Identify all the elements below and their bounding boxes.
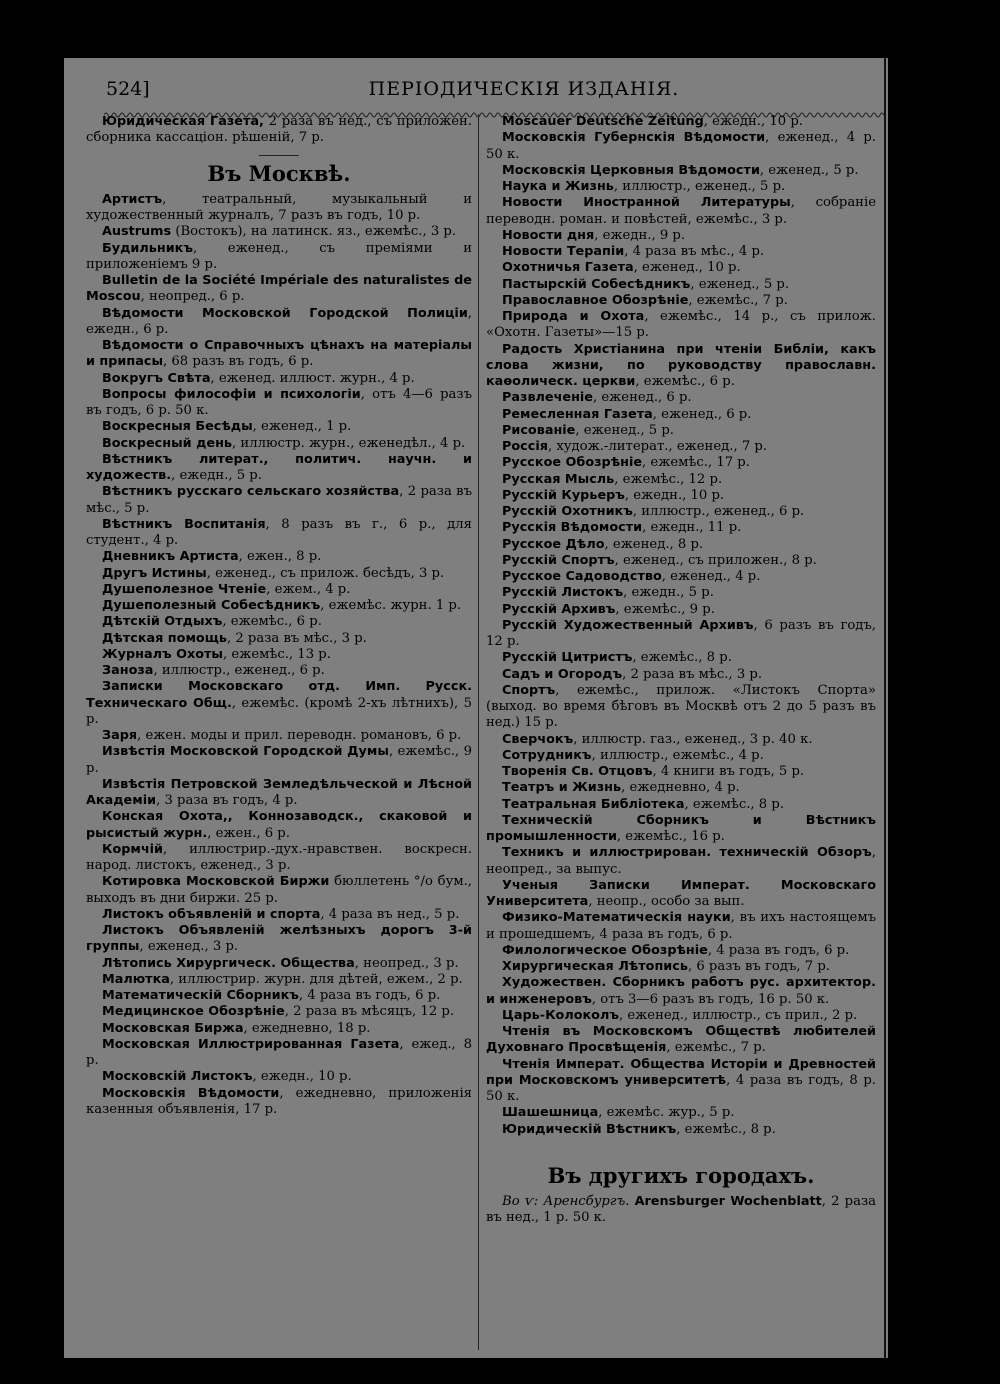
entry (486, 342, 876, 391)
entry-list-moscow-continued (486, 114, 876, 1138)
entry (486, 277, 876, 293)
entry-details: , еженед. иллюст. журн., 4 р. (210, 370, 415, 386)
entry-details: , ежен., 8 р. (238, 549, 322, 565)
entry (486, 488, 876, 504)
entry-title: Кормчій (102, 841, 164, 857)
entry-title: Листокъ Объявленій желѣзныхъ дорогъ 3-й группы (86, 923, 472, 955)
entry-details: , отъ 4—6 разъ въ годъ, 6 р. 50 к. (86, 386, 473, 418)
entry-title: Русскій Листокъ (502, 585, 624, 601)
entry-title: Московскія Вѣдомости (102, 1085, 280, 1101)
entry-title: Русскій Цитристъ (502, 650, 633, 666)
entry-details: , ежемѣс., 16 р. (616, 829, 725, 844)
section-title-other-cities: Въ другихъ городахъ. (547, 1162, 815, 1188)
entry-title: Русская Мысль (502, 471, 615, 487)
entry (86, 842, 472, 875)
entry-details: (Востокъ), на латинск. яз., ежемѣс., 3 р. (171, 224, 457, 240)
entry (486, 797, 876, 813)
entry (486, 163, 876, 179)
entry (86, 484, 472, 517)
entry-title: Царь-Колоколъ (502, 1007, 619, 1023)
entry (486, 390, 876, 406)
entry-title: Рисованіе (502, 422, 576, 438)
entry (86, 614, 472, 630)
entry-title: Дѣтская помощь (102, 630, 227, 646)
entry (86, 338, 472, 371)
entry (86, 1021, 472, 1037)
entry-details: , 6 разъ въ годъ, 7 р. (687, 959, 830, 974)
entry-details: 2 раза въ нед., съ приложен. сборника кассаціон. рѣшеній, 7 р. (86, 114, 472, 146)
entry (86, 549, 472, 565)
entry-title: Ученыя Записки Императ. Московскаго Университета (486, 877, 876, 909)
entry (486, 455, 876, 471)
entry (86, 956, 472, 972)
entry-title: Артистъ (102, 191, 163, 207)
entry (86, 582, 472, 598)
page-sheet (64, 58, 888, 1358)
entry-title: Русское Обозрѣніе (502, 455, 643, 471)
entry (486, 195, 876, 228)
entry-title: Записки Московскаго отд. Имп. Русск. Техническаго Общ. (86, 679, 472, 711)
entry-title: Техникъ и иллюстрирован. техническій Обзоръ (502, 845, 872, 861)
entry-details: , еженед., иллюстр., съ прил., 2 р. (618, 1007, 858, 1023)
entry-title: Извѣстія Московской Городской Думы (102, 744, 389, 760)
entry (486, 260, 876, 276)
entry (486, 975, 876, 1008)
entry-title: Юридическій Вѣстникъ (502, 1121, 677, 1137)
entry-title: Сотрудникъ (502, 747, 592, 763)
entry-details: , иллюстр., еженед., 5 р. (613, 179, 786, 194)
entry-title: Чтенія Императ. Общества Исторіи и Древностей при Московскомъ университетѣ (486, 1056, 876, 1088)
entry (486, 1057, 876, 1106)
entry-title: Чтенія въ Московскомъ Обществѣ любителей Духовнаго Просвѣщенія (486, 1024, 876, 1056)
entry-title: Русское Дѣло (502, 536, 605, 552)
entry-details: , ежедн., 5 р. (171, 468, 262, 483)
running-title: ПЕРІОДИЧЕСКІЯ ИЗДАНІЯ. (368, 78, 680, 100)
entry (86, 874, 472, 907)
entry (86, 777, 472, 810)
entry-title: Вокругъ Свѣта (102, 370, 211, 386)
entry-title: Austrums (102, 224, 172, 240)
entry-title: Русскій Художественный Архивъ (502, 617, 754, 633)
entry (86, 241, 472, 274)
entry-title: Русскій Курьеръ (502, 487, 625, 503)
entry (86, 923, 472, 956)
entry (486, 959, 876, 975)
entry-details: , неопред., за выпус. (486, 845, 876, 877)
entry-details: , ежедн., 5 р. (623, 585, 714, 601)
entry-details: , ежен. моды и прил. переводн. романовъ, 6 р. (137, 728, 462, 743)
entry-title: Творенія Св. Отцовъ (502, 764, 653, 779)
entry (486, 943, 876, 959)
entry-title: Дѣтскій Отдыхъ (102, 614, 223, 630)
entry-details: , 6 разъ въ годъ, 12 р. (486, 617, 876, 649)
entry-details: , ежемѣс., 6 р. (635, 374, 735, 389)
entry-details: , 2 раза въ мѣсяцъ, 12 р. (284, 1004, 455, 1020)
entry-details: , ежемѣс. (кромѣ 2-хъ лѣтнихъ), 5 р. (86, 695, 472, 727)
entry-title: Заноза (102, 663, 154, 678)
entry-details: , ежемѣс., 7 р. (688, 292, 788, 308)
entry-title: Садъ и Огородъ (502, 666, 623, 682)
entry (486, 244, 876, 260)
entry (486, 569, 876, 585)
entry-title: Русскій Архивъ (502, 601, 616, 617)
entry-title: Московская Иллюстрированная Газета (102, 1036, 400, 1052)
entry (486, 537, 876, 553)
entry-details: , иллюстрир.-дух.-нравствен. воскресн. народ. листокъ, еженед., 3 р. (86, 841, 472, 873)
entry-details: , ежемѣс. журн. 1 р. (320, 598, 462, 613)
entry-title: Душеполезное Чтеніе (102, 581, 267, 597)
entry-details: , ежемѣс. жур., 5 р. (598, 1105, 735, 1121)
entry (86, 419, 472, 435)
entry-title: Ремесленная Газета (502, 406, 653, 422)
entry (86, 598, 472, 614)
entry-title: Лѣтопись Хирургическ. Общества (102, 955, 355, 971)
entry-details: , ежен., 6 р. (207, 825, 290, 841)
entry-title: Русскій Спортъ (502, 552, 615, 568)
entry (486, 602, 876, 618)
entry-details: , еженед., 5 р. (759, 162, 859, 178)
entry-title: Вѣстникъ русскаго сельскаго хозяйства (102, 484, 400, 500)
entry-title: Природа и Охота (502, 309, 645, 324)
entry-details: , иллюстр., еженед., 6 р. (153, 663, 325, 678)
entry (86, 452, 472, 485)
entry-title: Россія (502, 439, 548, 454)
entry-title: Сверчокъ (502, 731, 574, 747)
entry-title: Физико-Математическія науки (502, 910, 731, 926)
entry (486, 1122, 876, 1138)
entry (86, 809, 472, 842)
entry-title: Новости Терапіи (502, 244, 625, 259)
entry-details: , еженед., съ приложен., 8 р. (614, 552, 817, 568)
entry-title: Воскресный день (102, 435, 233, 451)
entry-details: , иллюстр. газ., еженед., 3 р. 40 к. (573, 731, 813, 747)
entry (486, 130, 876, 163)
entry-details: , еженед., 4 р. (661, 569, 761, 584)
entry-title: Новости дня (502, 227, 595, 243)
entry-details: , ежемѣс., 6 р. (222, 614, 322, 630)
entry-title: Московскія Церковныя Вѣдомости (502, 162, 760, 178)
entry-title: Шашешница (502, 1105, 599, 1121)
entry-place: Во ѵ: Аренсбургъ. (502, 1194, 635, 1209)
entry (86, 1037, 472, 1070)
entry (486, 683, 876, 732)
entry-details: , неопред., 6 р. (140, 289, 245, 305)
entry-details: , ежедневно, 18 р. (243, 1020, 371, 1036)
entry-details: , иллюстр., еженед., 6 р. (632, 504, 805, 519)
entry-title: Дневникъ Артиста (102, 549, 239, 565)
entry-details: , еженед., 5 р. (690, 276, 790, 292)
entry-title: Новости Иностранной Литературы (502, 195, 791, 211)
entry (486, 618, 876, 651)
entry (486, 309, 876, 342)
entry-title: Вѣстникъ Воспитанія (102, 516, 266, 532)
entry-details: , собраніе переводн. роман. и повѣстей, ежемѣс., 3 р. (486, 195, 876, 227)
entry-title: Пастырскій Собесѣдникъ (502, 276, 691, 292)
entry (486, 813, 876, 846)
entry-details: , 68 разъ въ годъ, 6 р. (163, 354, 314, 370)
entry (86, 387, 472, 420)
entry-title: Будильникъ (102, 240, 193, 256)
entry (486, 114, 876, 130)
entry-details: , ежемѣс., прилож. «Листокъ Спорта» (выход. во время бѣговъ въ Москвѣ отъ 2 до 5 разъ въ нед.) 15 р. (486, 682, 876, 731)
right-column (486, 114, 876, 1227)
entry-title: Конская Охота,, Коннозаводск., скаковой и рысистый журн. (86, 809, 472, 841)
entry-title: Малютка (102, 971, 170, 987)
entry (86, 273, 472, 306)
entry (486, 439, 876, 455)
entry (86, 306, 472, 339)
entry-details: , ежедневно, 4 р. (621, 780, 740, 796)
left-column (86, 114, 472, 1118)
entry-details: , ежедн., 10 р. (703, 114, 803, 129)
entry-title: Театръ и Жизнь (502, 780, 622, 796)
entry-list-other-cities (486, 1194, 876, 1227)
entry (486, 650, 876, 666)
entry-details: , еженед., 6 р. (592, 390, 692, 406)
entry-title: Котировка Московской Биржи (102, 874, 330, 890)
entry (486, 1194, 876, 1227)
entry-details: , ежемѣс., 13 р. (223, 646, 331, 662)
entry-title: Медицинское Обозрѣніе (102, 1004, 285, 1020)
entry-details: , ежемѣс., 17 р. (642, 455, 750, 471)
entry-details: , ежем., 4 р. (266, 581, 351, 597)
entry (486, 423, 876, 439)
entry-details: , еженед., съ прилож. бесѣдъ, 3 р. (206, 565, 445, 581)
entry (86, 114, 472, 147)
entry-title: Arensburger Wochenblatt (634, 1194, 822, 1209)
entry-details: , неопред., 3 р. (354, 955, 459, 971)
entry-title: Православное Обозрѣніе (502, 292, 689, 308)
entry-details: , ежемѣс., 8 р. (684, 796, 785, 812)
entry-title: Заря (102, 728, 138, 743)
entry-details: , ежемѣс., 8 р. (632, 650, 732, 666)
entry (486, 732, 876, 748)
page-number: 524] (106, 78, 150, 100)
entry (486, 179, 876, 195)
entry (486, 1105, 876, 1121)
entry-details: , ежемѣс., 9 р. (86, 744, 472, 776)
entry-details: , въ ихъ настоящемъ и прошедшемъ, 4 раза въ годъ, 6 р. (486, 910, 876, 942)
entry (86, 566, 472, 582)
entry (86, 744, 472, 777)
entry-details: , 4 раза въ годъ, 6 р. (298, 988, 441, 1003)
entry-details: , ежедневно, приложенія казенныя объявленія, 17 р. (86, 1085, 472, 1117)
entry-title: Извѣстія Петровской Земледѣльческой и Лѣсной Академіи (86, 776, 472, 808)
entry-title: Охотничья Газета (502, 260, 634, 276)
entry (486, 520, 876, 536)
entry (486, 764, 876, 780)
entry-title: Русскія Вѣдомости (502, 520, 643, 536)
entry-title: Математическій Сборникъ (102, 988, 299, 1003)
entry-title: Художествен. Сборникъ работъ рус. архитектор. и инженеровъ (486, 975, 876, 1007)
entry (86, 436, 472, 452)
entry (86, 371, 472, 387)
entry (486, 878, 876, 911)
entry-title: Вѣдомости Московской Городской Полиціи (102, 305, 468, 321)
entry (486, 748, 876, 764)
entry-details: , 8 разъ въ г., 6 р., для студент., 4 р. (86, 516, 473, 548)
entry-title: Moscauer Deutsche Zeitung (502, 114, 704, 129)
entry-details: , ежедн., 10 р. (624, 487, 725, 503)
entry-title: Московскія Губернскія Вѣдомости (502, 130, 766, 146)
entry (86, 728, 472, 744)
entry-details: бюллетень °/о бум., выходъ въ дни биржи. 25 р. (86, 874, 472, 906)
entry (486, 910, 876, 943)
entry (486, 667, 876, 683)
entry-title: Хирургическая Лѣтопись (502, 959, 688, 974)
entry-details: , 2 раза въ мѣс., 3 р. (226, 630, 367, 646)
entry-title: Филологическое Обозрѣніе (502, 942, 708, 958)
entry-details: , иллюстр. журн., еженедѣл., 4 р. (232, 435, 466, 451)
entry (486, 780, 876, 796)
entry-details: , ежед., 8 р. (86, 1036, 472, 1068)
entry-details: , еженед., 10 р. (633, 260, 741, 276)
entry-details: , еженед., 1 р. (252, 419, 352, 435)
entry-details: , театральный, музыкальный и художественный журналъ, 7 разъ въ годъ, 10 р. (86, 191, 472, 223)
entry-title: Театральная Библіотека (502, 796, 685, 812)
entry (86, 224, 472, 240)
entry-title: Воскресныя Бесѣды (102, 419, 253, 435)
entry-title: Развлеченіе (502, 390, 593, 406)
entry-title: Душеполезный Собесѣдникъ (102, 598, 321, 613)
entry-details: , ежемѣс., 7 р. (666, 1040, 766, 1056)
entry-title: Техническій Сборникъ и Вѣстникъ промышленности (486, 812, 876, 844)
entry (86, 1004, 472, 1020)
entry-title: Вѣстникъ литерат., политич. научн. и художеств. (86, 451, 472, 483)
entry-title: Вопросы философіи и психологіи (102, 386, 361, 402)
entries-continued (86, 114, 472, 147)
entry (86, 1069, 472, 1085)
entry-details: , ежедн., 9 р. (594, 227, 686, 243)
page-border (884, 58, 886, 1358)
entry-details: , неопр., особо за вып. (588, 894, 745, 909)
entry (486, 845, 876, 878)
entry-details: , ежедн., 11 р. (642, 520, 742, 536)
entry-title: Радость Христіанина при чтеніи Библіи, какъ слова жизни, по руководству православн. каѳолическ. церкви (486, 341, 876, 389)
entry (486, 472, 876, 488)
entry-details: , еженед., 3 р. (139, 939, 239, 955)
entry (486, 585, 876, 601)
entry-details: , ежемѣс., 14 р., съ прилож. «Охотн. Газеты»—15 р. (486, 309, 876, 341)
entry (486, 293, 876, 309)
entry-details: , 3 раза въ годъ, 4 р. (156, 793, 298, 808)
entry-title: Наука и Жизнь (502, 179, 614, 194)
entry (86, 647, 472, 663)
entry-title: Bulletin de la Société Impériale des naturalistes de Moscou (86, 273, 472, 305)
entry-details: , еженед., съ преміями и приложеніемъ 9 р. (86, 240, 472, 272)
entry (86, 517, 472, 550)
entry-details: , ежемѣс., 12 р. (614, 471, 723, 487)
entry (86, 907, 472, 923)
entry-details: , 4 раза въ нед., 5 р. (320, 906, 460, 922)
entry (86, 192, 472, 225)
entry-details: , иллюстр., ежемѣс., 4 р. (591, 747, 764, 763)
entry (86, 631, 472, 647)
entry-title: Московскій Листокъ (102, 1069, 253, 1085)
short-rule (259, 155, 299, 156)
entry (486, 407, 876, 423)
entry (486, 1024, 876, 1057)
entry-details: , отъ 3—6 разъ въ годъ, 16 р. 50 к. (591, 991, 830, 1007)
entry-details: , 2 раза въ нед., 1 р. 50 к. (486, 1194, 876, 1226)
entry-title: Русское Садоводство (502, 569, 662, 584)
entry-details: , ежедн., 6 р. (86, 305, 472, 337)
section-title-moscow: Въ Москвѣ. (207, 160, 351, 186)
entry-list-moscow (86, 192, 472, 1118)
entry-title: Русскій Охотникъ (502, 504, 633, 519)
column-rule (478, 114, 479, 1350)
entry (86, 679, 472, 728)
page-header (64, 70, 888, 104)
entry (486, 1008, 876, 1024)
entry-details: , еженед., 8 р. (604, 536, 704, 552)
entry-details: , еженед., 4 р. 50 к. (486, 130, 876, 162)
entry-details: , 4 книги въ годъ, 5 р. (652, 764, 805, 779)
entry-details: , иллюстрир. журн. для дѣтей, ежем., 2 р. (169, 971, 463, 987)
entry-title: Юридическая Газета, (102, 114, 264, 129)
entry (86, 1086, 472, 1119)
entry (486, 504, 876, 520)
entry-details: , 4 раза въ мѣс., 4 р. (624, 244, 765, 259)
entry-details: , 2 раза въ мѣс., 5 р. (86, 484, 472, 516)
entry-details: , еженед., 5 р. (575, 422, 675, 438)
entry-details: , еженед., 6 р. (652, 406, 752, 422)
entry-details: , 4 раза въ годъ, 6 р. (707, 942, 850, 958)
entry-details: , ежедн., 10 р. (252, 1069, 352, 1085)
entry-details: , 2 раза въ мѣс., 3 р. (622, 666, 763, 682)
entry-title: Вѣдомости о Справочныхъ цѣнахъ на матеріалы и припасы (86, 338, 472, 370)
entry-title: Спортъ (502, 682, 556, 698)
entry (486, 228, 876, 244)
entry-details: , худож.-литерат., еженед., 7 р. (547, 439, 768, 454)
entry-title: Журналъ Охоты (102, 646, 224, 662)
entry-title: Другъ Истины (102, 565, 207, 581)
entry (86, 988, 472, 1004)
entry-details: , ежемѣс., 8 р. (676, 1121, 776, 1137)
entry (86, 972, 472, 988)
entry (86, 663, 472, 679)
entry-details: , ежемѣс., 9 р. (615, 601, 715, 617)
entry-title: Листокъ объявленій и спорта (102, 906, 321, 922)
entry-details: , 4 раза въ годъ, 8 р. 50 к. (486, 1072, 877, 1104)
entry (486, 553, 876, 569)
entry-title: Московская Биржа (102, 1020, 244, 1036)
